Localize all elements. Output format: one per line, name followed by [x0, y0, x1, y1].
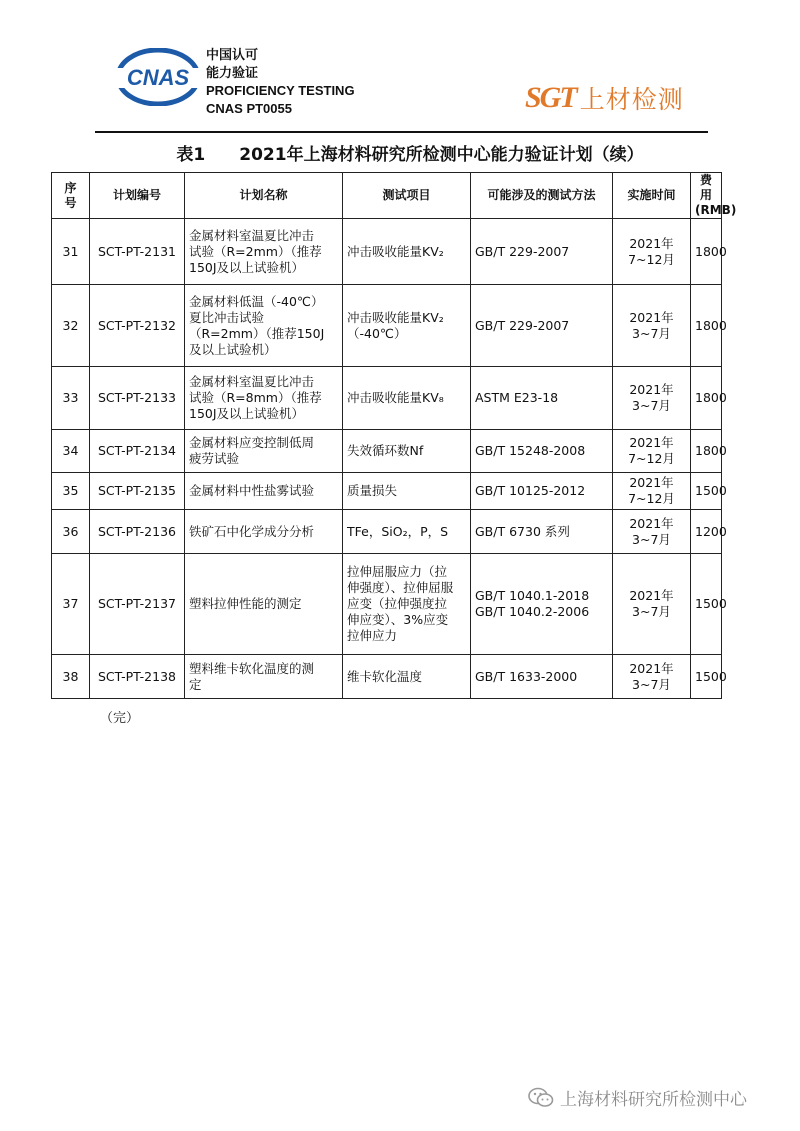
cell-time-line: 3~7月 [632, 676, 671, 692]
table-row [52, 655, 722, 699]
cnas-caption-line: CNAS PT0055 [206, 101, 292, 116]
cell-seq: 35 [52, 473, 90, 510]
cell-method-line: GB/T 1040.1-2018 [475, 588, 590, 603]
header-fee: 费用 (RMB) [691, 173, 722, 219]
cell-name-line: 铁矿石中化学成分分析 [189, 523, 315, 539]
cell-method-line: GB/T 15248-2008 [475, 443, 586, 458]
plan-table [51, 172, 737, 699]
cell-name-line: 定 [189, 676, 202, 692]
cell-code: SCT-PT-2132 [90, 285, 185, 367]
cell-code: SCT-PT-2133 [90, 367, 185, 430]
cell-item [343, 473, 471, 510]
cnas-caption-line: PROFICIENCY TESTING [206, 83, 355, 98]
cell-item [343, 285, 471, 367]
cell-method-line: GB/T 1040.2-2006 [475, 604, 590, 619]
cell-name-line: 金属材料室温夏比冲击 [189, 374, 315, 389]
cell-method [471, 554, 613, 655]
cell-time [613, 655, 691, 699]
cell-fee: 1800 [691, 219, 722, 285]
cell-method [471, 285, 613, 367]
cell-method [471, 430, 613, 473]
cell-name [185, 510, 343, 554]
cell-time [613, 430, 691, 473]
cell-name-line: 试验（R=2mm）（推荐 [189, 243, 322, 259]
cell-name [185, 219, 343, 285]
cell-item-line: 失效循环数Nf [347, 443, 424, 458]
cell-name-line: 150J及以上试验机） [189, 406, 305, 421]
cell-fee: 1500 [691, 554, 722, 655]
cell-name-line: （R=2mm）（推荐150J [189, 325, 325, 341]
cell-time-line: 2021年 [629, 235, 674, 251]
sgt-mark: SGT [525, 81, 576, 114]
cell-item-line: 拉伸应力 [347, 628, 398, 643]
cell-code: SCT-PT-2131 [90, 219, 185, 285]
cell-code: SCT-PT-2138 [90, 655, 185, 699]
cnas-caption [206, 46, 355, 118]
table-row [52, 473, 722, 510]
cell-method [471, 510, 613, 554]
cell-method-line: GB/T 10125-2012 [475, 483, 586, 498]
cell-item-line: （-40℃） [347, 325, 407, 341]
cell-code: SCT-PT-2136 [90, 510, 185, 554]
cell-fee: 1500 [691, 473, 722, 510]
cell-name-line: 疲劳试验 [189, 451, 240, 466]
cell-seq: 31 [52, 219, 90, 285]
cell-time-line: 3~7月 [632, 325, 671, 341]
header-code: 计划编号 [90, 173, 185, 219]
cell-item [343, 655, 471, 699]
cell-time-line: 3~7月 [632, 398, 671, 413]
cell-code: SCT-PT-2134 [90, 430, 185, 473]
cell-item-line: 伸应变）、3%应变 [347, 612, 449, 627]
cell-item-line: 冲击吸收能量KV₈ [347, 390, 444, 405]
cell-time [613, 367, 691, 430]
cell-method-line: GB/T 229-2007 [475, 317, 570, 333]
table-row [52, 430, 722, 473]
cell-name [185, 655, 343, 699]
cell-item-line: 冲击吸收能量KV₂ [347, 309, 444, 325]
cell-time-line: 2021年 [629, 435, 674, 450]
cell-name [185, 367, 343, 430]
cell-code: SCT-PT-2137 [90, 554, 185, 655]
cell-item-line: 应变（拉伸强度拉 [347, 596, 448, 611]
cell-time-line: 3~7月 [632, 531, 671, 547]
table-header-row [52, 173, 722, 219]
cell-time-line: 2021年 [629, 588, 674, 603]
cell-name-line: 金属材料应变控制低周 [189, 435, 315, 450]
table-row [52, 554, 722, 655]
cell-method [471, 473, 613, 510]
cell-method-line: GB/T 6730 系列 [475, 523, 570, 539]
cell-seq: 34 [52, 430, 90, 473]
end-note: （完） [100, 711, 140, 726]
table-row [52, 510, 722, 554]
header-method: 可能涉及的测试方法 [471, 173, 613, 219]
cell-item-line: 质量损失 [347, 483, 398, 498]
cell-name [185, 285, 343, 367]
cell-fee: 1800 [691, 430, 722, 473]
cell-seq: 38 [52, 655, 90, 699]
cell-seq: 33 [52, 367, 90, 430]
cell-item-line: 伸强度）、拉伸屈服 [347, 580, 454, 595]
cell-item-line: 拉伸屈服应力（拉 [347, 564, 448, 579]
wechat-icon [528, 1087, 554, 1109]
cell-seq: 37 [52, 554, 90, 655]
cnas-logo-text: CNAS [126, 65, 190, 90]
header-time: 实施时间 [613, 173, 691, 219]
cell-time [613, 554, 691, 655]
cell-time [613, 510, 691, 554]
cell-name-line: 金属材料中性盐雾试验 [189, 483, 315, 498]
sgt-logo [525, 78, 684, 118]
cell-method-line: GB/T 1633-2000 [475, 668, 578, 684]
cell-time [613, 285, 691, 367]
sgt-name: 上材检测 [579, 85, 684, 114]
cell-name [185, 554, 343, 655]
cell-time-line: 7~12月 [628, 251, 675, 267]
cell-item-line: 冲击吸收能量KV₂ [347, 243, 444, 259]
header-seq: 序 号 [52, 173, 90, 219]
cell-time-line: 7~12月 [628, 491, 675, 506]
cell-time-line: 2021年 [629, 475, 674, 490]
cell-fee: 1800 [691, 367, 722, 430]
cell-item [343, 219, 471, 285]
cell-time [613, 219, 691, 285]
cell-name-line: 塑料拉伸性能的测定 [189, 596, 302, 611]
cell-seq: 32 [52, 285, 90, 367]
page-title [50, 140, 770, 165]
cell-name-line: 150J及以上试验机） [189, 259, 305, 275]
cell-method [471, 655, 613, 699]
cell-name [185, 473, 343, 510]
cell-item-line: 维卡软化温度 [347, 668, 423, 684]
cell-time-line: 3~7月 [632, 604, 671, 619]
cell-name [185, 430, 343, 473]
cell-time-line: 2021年 [629, 515, 674, 531]
footer-account [528, 1085, 747, 1110]
cell-seq: 36 [52, 510, 90, 554]
cell-method-line: GB/T 229-2007 [475, 243, 570, 259]
cell-item [343, 430, 471, 473]
cell-method [471, 219, 613, 285]
cell-fee: 1800 [691, 285, 722, 367]
header-item: 测试项目 [343, 173, 471, 219]
cell-item [343, 554, 471, 655]
cell-method-line: ASTM E23-18 [475, 390, 559, 405]
table-number: 表1 [176, 145, 206, 165]
cell-time [613, 473, 691, 510]
cnas-caption-line: 能力验证 [206, 65, 259, 80]
cell-name-line: 金属材料低温（-40℃） [189, 293, 324, 309]
cell-item [343, 510, 471, 554]
cell-time-line: 7~12月 [628, 451, 675, 466]
cell-time-line: 2021年 [629, 382, 674, 397]
cell-name-line: 塑料维卡软化温度的测 [189, 660, 315, 676]
cell-time-line: 2021年 [629, 660, 674, 676]
cell-time-line: 2021年 [629, 309, 674, 325]
header-name: 计划名称 [185, 173, 343, 219]
cell-item [343, 367, 471, 430]
cell-name-line: 试验（R=8mm）（推荐 [189, 390, 322, 405]
cell-name-line: 及以上试验机） [189, 341, 277, 357]
footer-text: 上海材料研究所检测中心 [560, 1090, 747, 1110]
header-rule [95, 131, 708, 133]
cell-name-line: 金属材料室温夏比冲击 [189, 227, 315, 243]
cell-item-line: TFe，SiO₂，P，S [347, 523, 449, 539]
table-row [52, 285, 722, 367]
cell-method [471, 367, 613, 430]
cell-code: SCT-PT-2135 [90, 473, 185, 510]
cnas-logo [110, 48, 206, 106]
cell-fee: 1500 [691, 655, 722, 699]
cell-fee: 1200 [691, 510, 722, 554]
table-row [52, 367, 722, 430]
table-title: 2021年上海材料研究所检测中心能力验证计划（续） [239, 145, 644, 165]
table-row [52, 219, 722, 285]
cnas-caption-line: 中国认可 [206, 47, 259, 62]
cell-name-line: 夏比冲击试验 [189, 309, 265, 325]
